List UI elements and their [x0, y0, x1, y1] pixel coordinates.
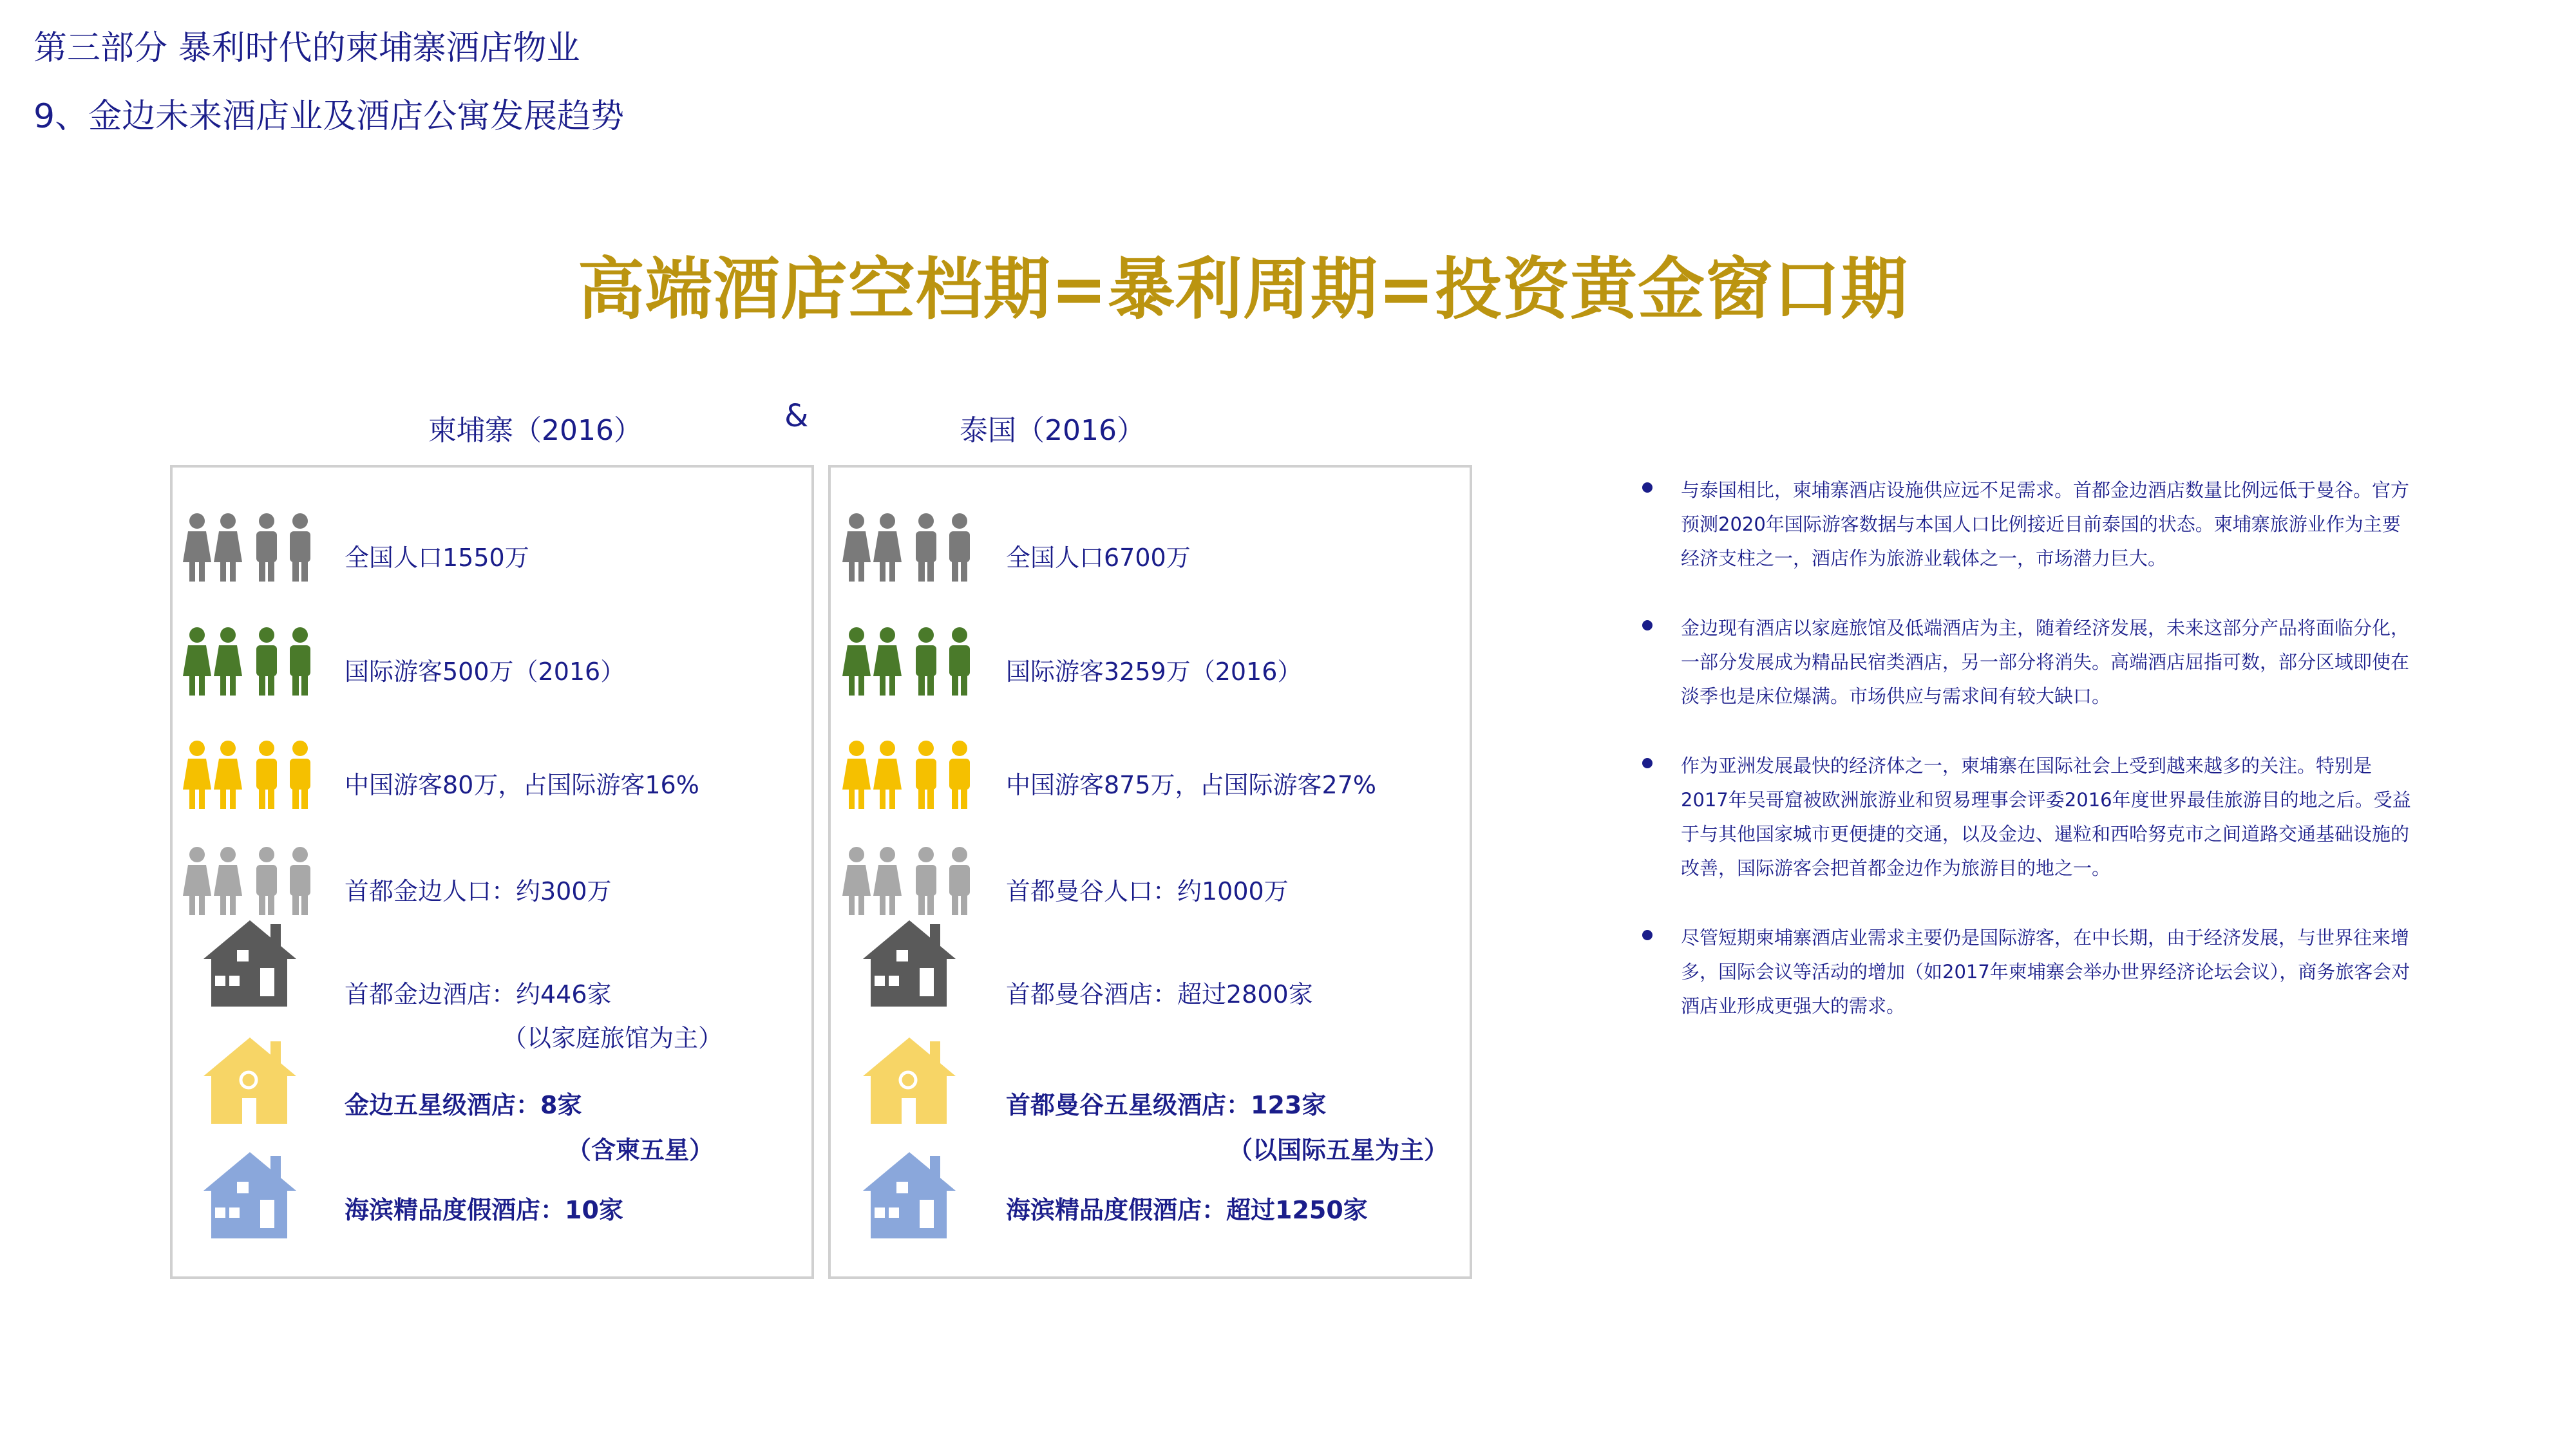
cambodia-row-2-text: 国际游客500万（2016） [345, 658, 625, 686]
bullet-dot-icon [1642, 482, 1653, 493]
subsection-title: 9、金边未来酒店业及酒店公寓发展趋势 [33, 97, 625, 136]
bullet-dot-icon [1642, 758, 1653, 768]
people-yellow-icon [183, 739, 318, 810]
people-lightgray-icon [842, 846, 978, 916]
people-lightgray-icon [183, 846, 318, 916]
section-title: 第三部分 暴利时代的柬埔寨酒店物业 [33, 29, 580, 68]
thailand-heading: 泰国（2016） [960, 414, 1145, 447]
bullet-list [1636, 473, 2415, 1059]
bullet-item [1636, 921, 2415, 1023]
bullet-item [1636, 749, 2415, 886]
people-yellow-icon [842, 739, 978, 810]
cambodia-row-4-text: 首都金边人口：约300万 [345, 877, 612, 905]
bullet-dot-icon [1642, 930, 1653, 940]
thailand-row-2-text: 国际游客3259万（2016） [1006, 658, 1302, 686]
bullet-item [1636, 611, 2415, 714]
cambodia-row-7-text: 海滨精品度假酒店：10家 [345, 1196, 623, 1224]
thailand-row-7-text: 海滨精品度假酒店：超过1250家 [1006, 1196, 1368, 1224]
bullet-text: 作为亚洲发展最快的经济体之一，柬埔寨在国际社会上受到越来越多的关注。特别是2017年吴哥窟被欧洲旅游业和贸易理事会评委2016年度世界最佳旅游目的地之后。受益于与其他国家城市更便捷的交通，以及金边、暹粒和西哈努克市之间道路交通基础设施的改善，国际游客会把首都金边作为旅游目的地之一。 [1681, 755, 2411, 879]
cambodia-heading: 柬埔寨（2016） [428, 414, 642, 447]
people-green-icon [842, 626, 978, 697]
cambodia-row-5-note: （以家庭旅馆为主） [502, 1024, 723, 1052]
cambodia-row-5-text: 首都金边酒店：约446家 [345, 980, 612, 1009]
cambodia-row-3-text: 中国游客80万，占国际游客16% [345, 771, 699, 799]
cambodia-row-1-text: 全国人口1550万 [345, 544, 529, 572]
bullet-text: 尽管短期柬埔寨酒店业需求主要仍是国际游客，在中长期，由于经济发展，与世界往来增多，国际会议等活动的增加（如2017年柬埔寨会举办世界经济论坛会议），商务旅客会对酒店业形成更强大的需求。 [1681, 927, 2410, 1017]
thailand-row-4-text: 首都曼谷人口：约1000万 [1006, 877, 1289, 905]
cambodia-row-6-text: 金边五星级酒店：8家 [345, 1091, 582, 1119]
bullet-item [1636, 473, 2415, 576]
bullet-text: 与泰国相比，柬埔寨酒店设施供应远不足需求。首都金边酒店数量比例远低于曼谷。官方预测2020年国际游客数据与本国人口比例接近目前泰国的状态。柬埔寨旅游业作为主要经济支柱之一，酒店作为旅游业载体之一，市场潜力巨大。 [1681, 479, 2410, 569]
ampersand: & [784, 398, 809, 434]
thailand-row-6-note: （以国际五星为主） [1228, 1136, 1449, 1164]
people-green-icon [183, 626, 318, 697]
house-yellow-icon [198, 1034, 301, 1124]
house-blue-icon [198, 1148, 301, 1238]
people-gray-icon [183, 512, 318, 583]
house-dark-icon [198, 916, 301, 1007]
main-title: 高端酒店空档期=暴利周期=投资黄金窗口期 [577, 250, 1909, 328]
house-dark-icon [858, 916, 961, 1007]
bullet-dot-icon [1642, 620, 1653, 630]
house-blue-icon [858, 1148, 961, 1238]
thailand-row-1-text: 全国人口6700万 [1006, 544, 1191, 572]
people-gray-icon [842, 512, 978, 583]
cambodia-row-6-note: （含柬五星） [567, 1136, 714, 1164]
bullet-text: 金边现有酒店以家庭旅馆及低端酒店为主，随着经济发展，未来这部分产品将面临分化，一部分发展成为精品民宿类酒店，另一部分将消失。高端酒店屈指可数，部分区域即使在淡季也是床位爆满。市场供应与需求间有较大缺口。 [1681, 617, 2410, 707]
thailand-row-5-text: 首都曼谷酒店：超过2800家 [1006, 980, 1313, 1009]
thailand-row-6-text: 首都曼谷五星级酒店：123家 [1006, 1091, 1327, 1119]
house-yellow-icon [858, 1034, 961, 1124]
thailand-row-3-text: 中国游客875万，占国际游客27% [1006, 771, 1376, 799]
